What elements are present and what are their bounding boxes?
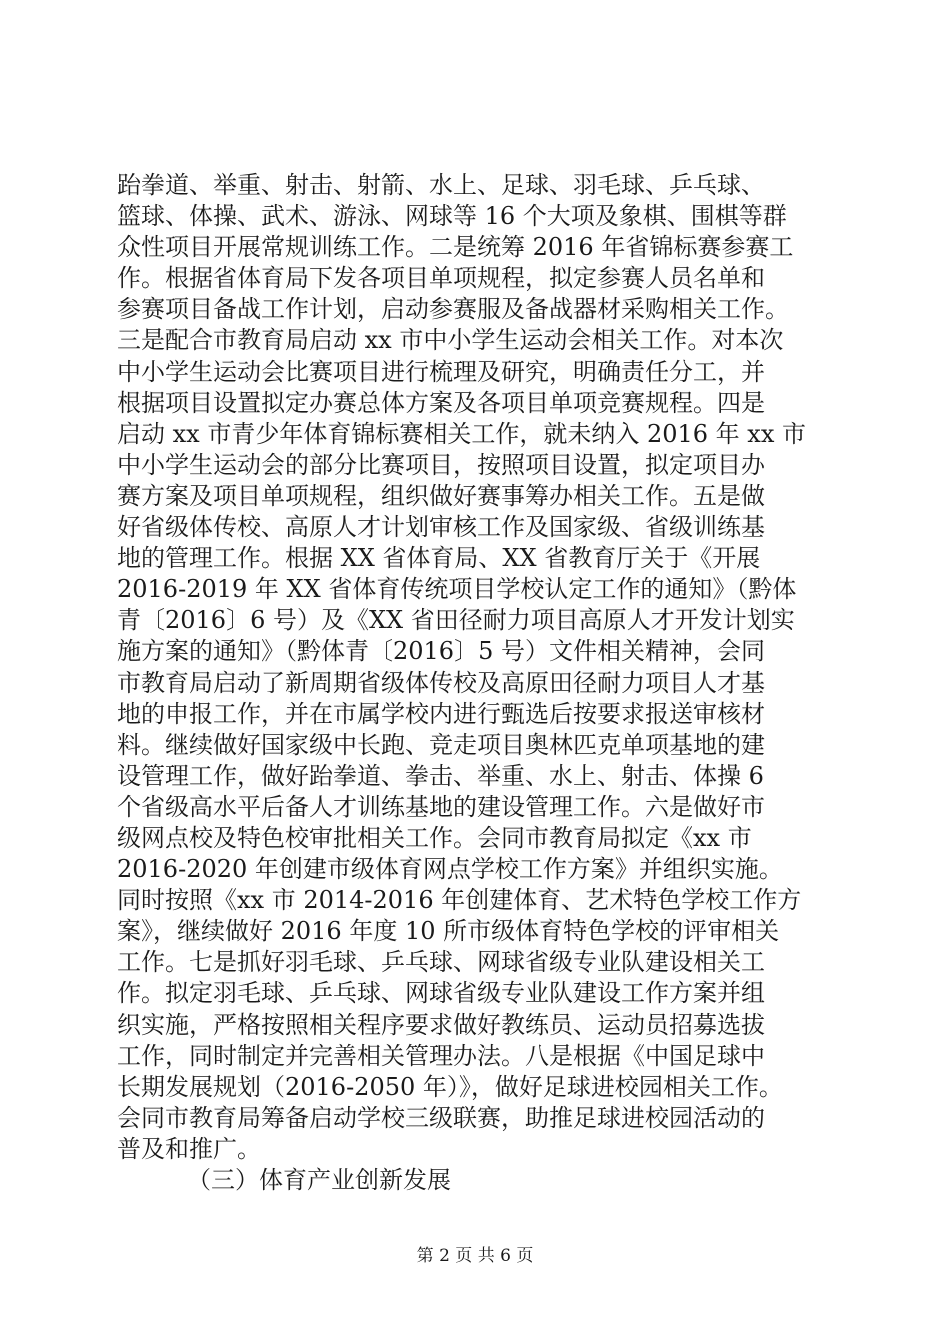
section-heading: （三）体育产业创新发展 — [187, 1166, 451, 1194]
paragraph-line: 2016-2019 年 XX 省体育传统项目学校认定工作的通知》（黔体 — [117, 575, 797, 604]
paragraph-line: 工作。七是抓好羽毛球、乒乓球、网球省级专业队建设相关工 — [117, 948, 765, 977]
paragraph-line: 工作，同时制定并完善相关管理办法。八是根据《中国足球中 — [117, 1041, 765, 1070]
paragraph-line: 作。根据省体育局下发各项目单项规程，拟定参赛人员名单和 — [117, 264, 765, 293]
paragraph-line: 中小学生运动会的部分比赛项目，按照项目设置，拟定项目办 — [117, 450, 765, 479]
paragraph-line: 地的管理工作。根据 XX 省体育局、XX 省教育厅关于《开展 — [117, 544, 761, 573]
paragraph-line: 织实施，严格按照相关程序要求做好教练员、运动员招募选拔 — [117, 1010, 765, 1039]
paragraph-line: 施方案的通知》（黔体青〔2016〕5 号）文件相关精神，会同 — [117, 637, 765, 666]
paragraph-line: 地的申报工作，并在市属学校内进行甄选后按要求报送审核材 — [117, 699, 765, 728]
paragraph-line: 跆拳道、举重、射击、射箭、水上、足球、羽毛球、乒乓球、 — [117, 171, 765, 199]
paragraph-line: 2016-2020 年创建市级体育网点学校工作方案》并组织实施。 — [117, 855, 783, 884]
paragraph-line: 设管理工作，做好跆拳道、拳击、举重、水上、射击、体操 6 — [117, 761, 764, 790]
paragraph-line: 篮球、体操、武术、游泳、网球等 16 个大项及象棋、围棋等群 — [117, 202, 787, 231]
paragraph-line: 根据项目设置拟定办赛总体方案及各项目单项竞赛规程。四是 — [117, 388, 765, 417]
document-body — [117, 170, 847, 1196]
paragraph-line: 料。继续做好国家级中长跑、竞走项目奥林匹克单项基地的建 — [117, 730, 765, 759]
paragraph-line: 众性项目开展常规训练工作。二是统筹 2016 年省锦标赛参赛工 — [117, 233, 794, 262]
paragraph-line: 青〔2016〕6 号）及《XX 省田径耐力项目高原人才开发计划实 — [117, 606, 795, 635]
paragraph-line: 参赛项目备战工作计划，启动参赛服及备战器材采购相关工作。 — [117, 295, 789, 324]
paragraph-line: 长期发展规划（2016-2050 年）》，做好足球进校园相关工作。 — [117, 1072, 783, 1101]
paragraph-line: 启动 xx 市青少年体育锦标赛相关工作，就未纳入 2016 年 xx 市 — [117, 419, 806, 448]
paragraph-line: 中小学生运动会比赛项目进行梳理及研究，明确责任分工，并 — [117, 357, 765, 386]
paragraph-line: 会同市教育局筹备启动学校三级联赛，助推足球进校园活动的 — [117, 1103, 765, 1132]
paragraph-line: 级网点校及特色校审批相关工作。会同市教育局拟定《xx 市 — [117, 823, 752, 852]
paragraph-line: 三是配合市教育局启动 xx 市中小学生运动会相关工作。对本次 — [117, 326, 784, 355]
paragraph-line: 赛方案及项目单项规程，组织做好赛事筹办相关工作。五是做 — [117, 481, 765, 510]
paragraph-line: 普及和推广。 — [117, 1134, 261, 1163]
paragraph-line: 好省级体传校、高原人才计划审核工作及国家级、省级训练基 — [117, 513, 765, 542]
paragraph-line: 市教育局启动了新周期省级体传校及高原田径耐力项目人才基 — [117, 668, 765, 697]
paragraph-line: 作。拟定羽毛球、乒乓球、网球省级专业队建设工作方案并组 — [117, 979, 765, 1008]
paragraph-line: 同时按照《xx 市 2014-2016 年创建体育、艺术特色学校工作方 — [117, 886, 802, 915]
paragraph-line: 个省级高水平后备人才训练基地的建设管理工作。六是做好市 — [117, 792, 765, 821]
paragraph-line: 案》，继续做好 2016 年度 10 所市级体育特色学校的评审相关 — [117, 917, 780, 946]
page-number: 第 2 页 共 6 页 — [416, 1246, 534, 1266]
